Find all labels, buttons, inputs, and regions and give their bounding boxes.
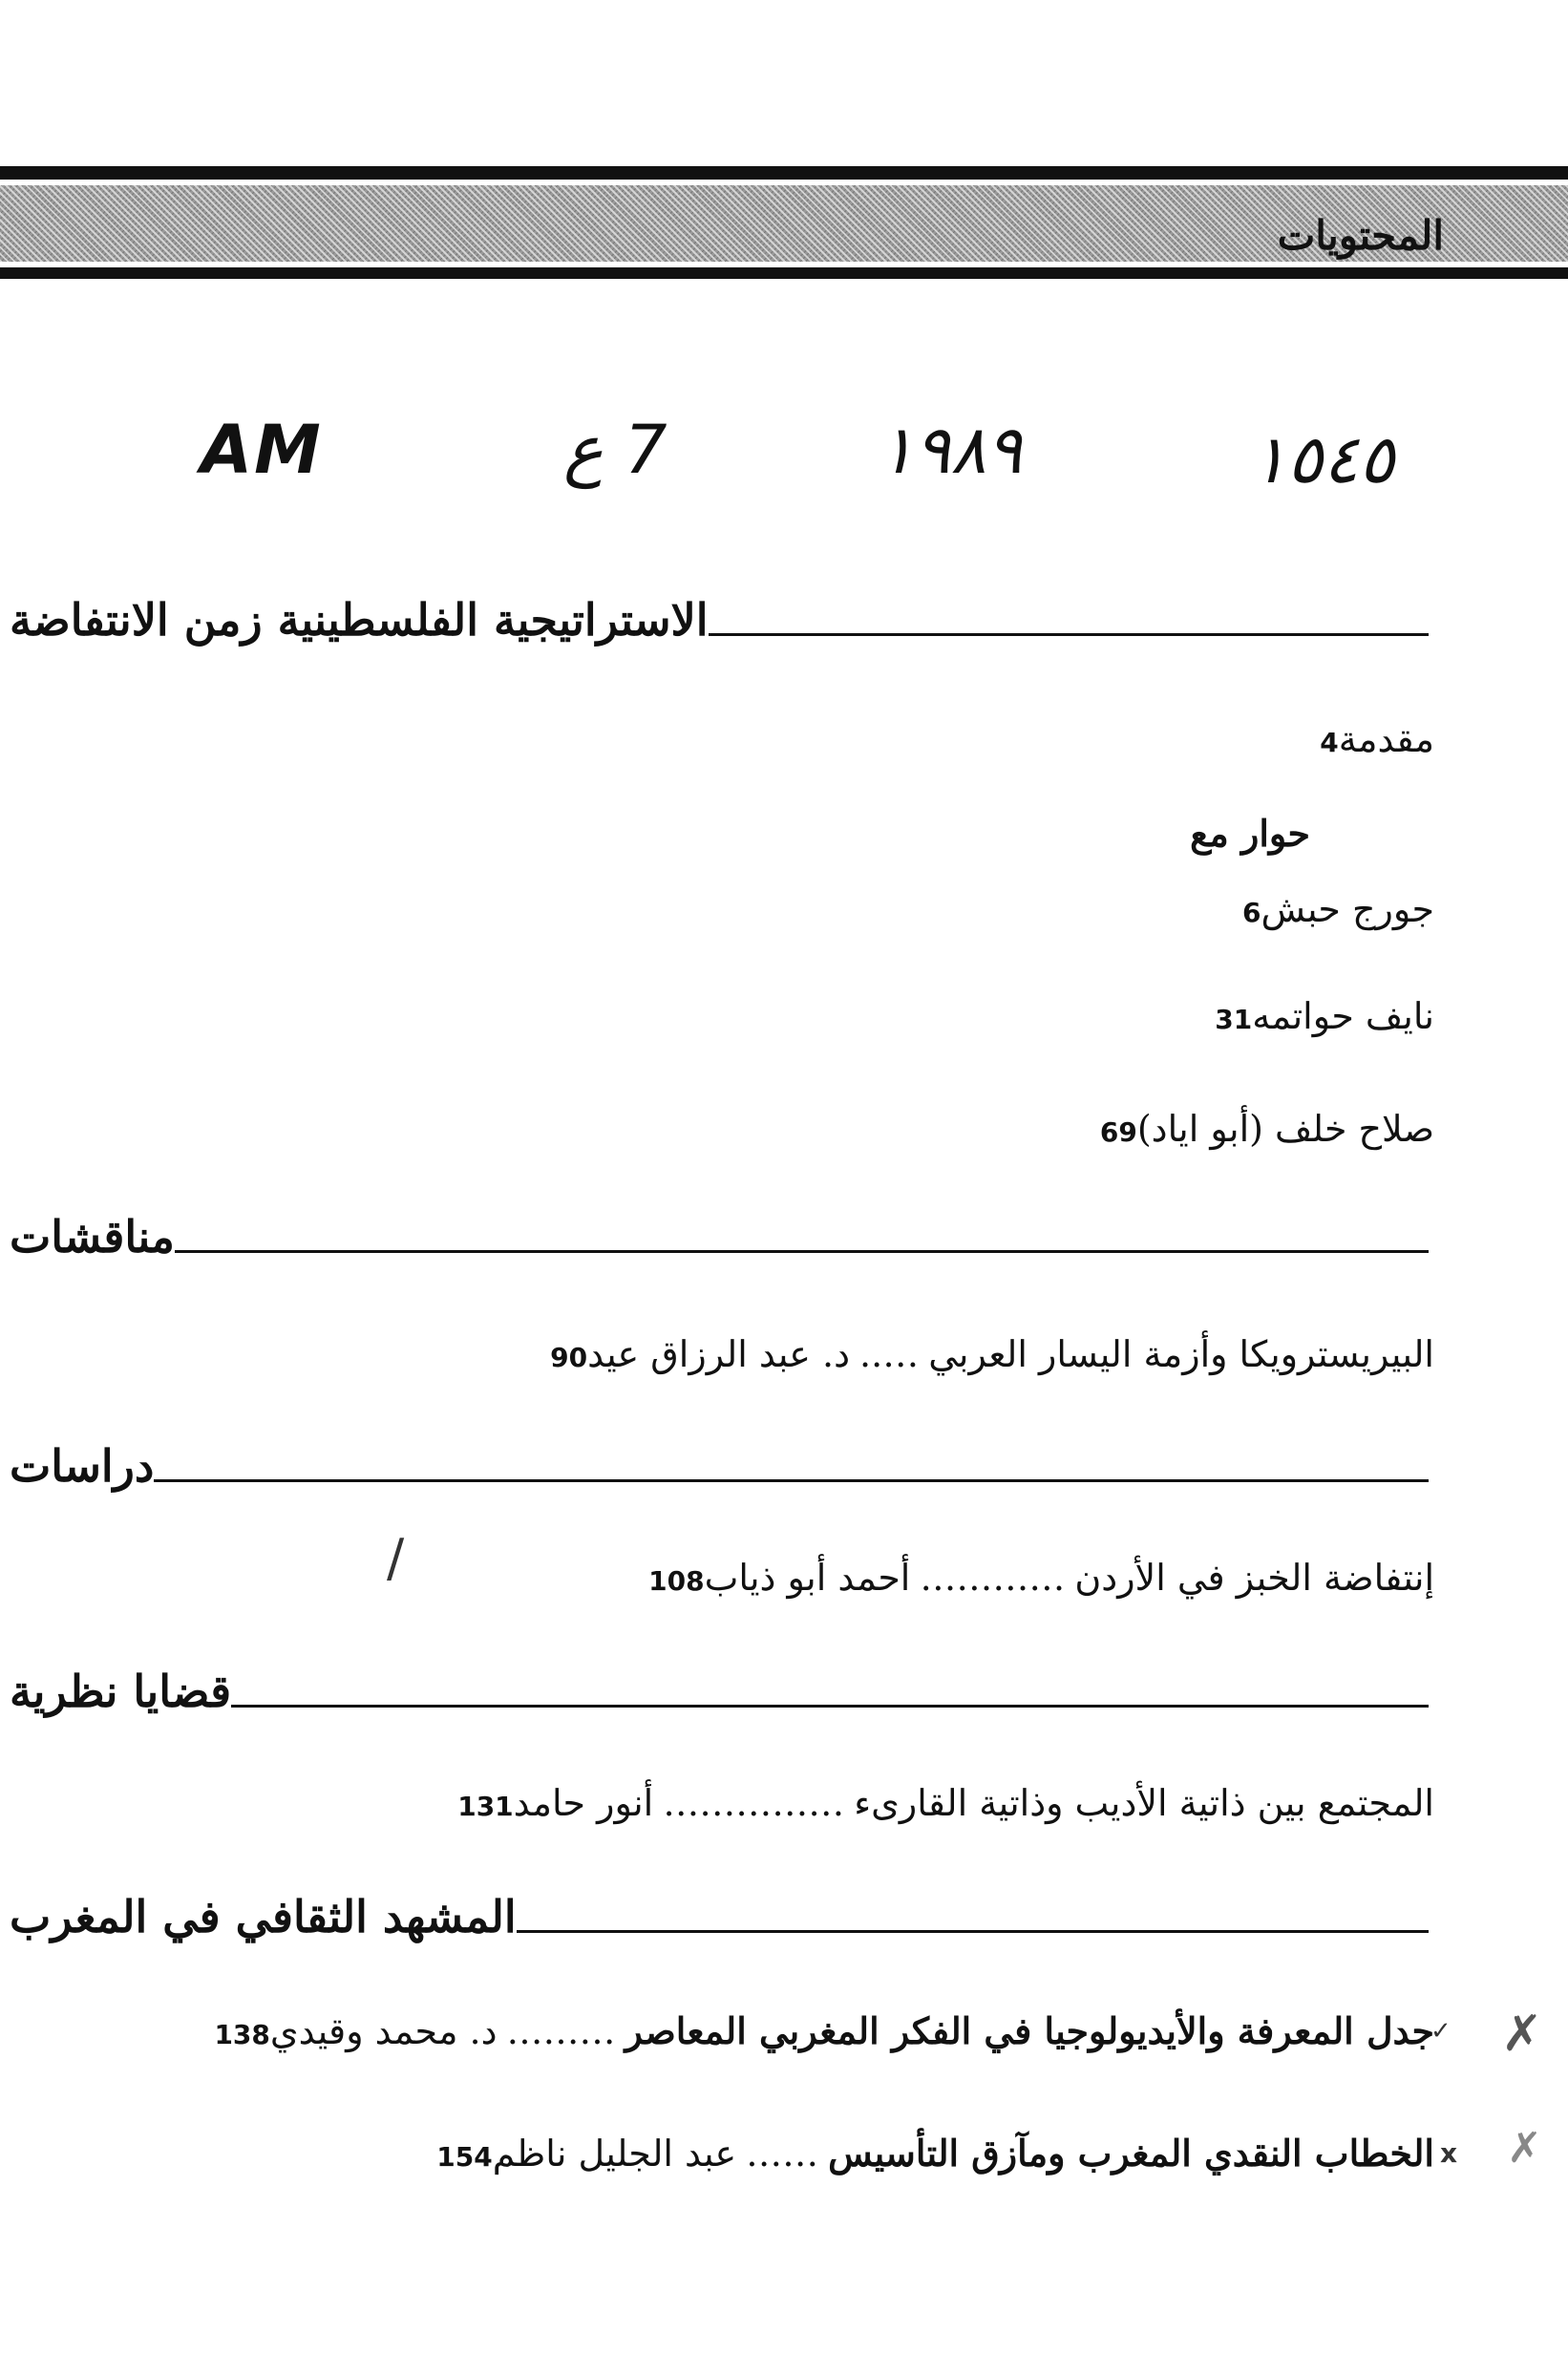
section-rule (154, 1479, 1429, 1482)
toc-entry (180, 2009, 1434, 2052)
entry-leader: ….. (859, 1333, 920, 1375)
section-header (10, 594, 1434, 646)
entry-title: الخطاب النقدي المغرب ومآزق التأسيس (828, 2132, 1434, 2175)
page-number: 108 (648, 1565, 705, 1597)
entry-title: مقدمة (1338, 718, 1434, 760)
toc-entry (1162, 995, 1434, 1037)
entry-subheading: حوار مع (1190, 812, 1310, 855)
section-rule (517, 1930, 1429, 1933)
entry-leader: …… (746, 2133, 819, 2175)
handwritten-number: ١٥٤٥ (1251, 420, 1395, 499)
entry-author: أحمد أبو ذياب (704, 1557, 911, 1599)
entry-title: نايف حواتمه (1252, 995, 1434, 1037)
entry-leader: …………… (663, 1782, 845, 1824)
section-header (10, 1666, 1434, 1717)
x-mark-icon: x (1440, 2137, 1458, 2169)
section-title: الاستراتيجية الفلسطينية زمن الانتفاضة (10, 594, 709, 646)
page-number: 138 (214, 2019, 270, 2050)
toc-entry (1249, 718, 1434, 760)
page-number: 90 (550, 1342, 588, 1373)
section-rule (709, 633, 1429, 636)
page-number: 69 (1099, 1116, 1137, 1148)
entry-author: د. عبد الرزاق عيد (587, 1333, 851, 1375)
entry-title: إنتفاضة الخبز في الأردن (1074, 1557, 1434, 1599)
pencil-slash-mark: / (387, 1528, 405, 1588)
entry-leader: ……… (506, 2010, 616, 2052)
header-rule-bottom (0, 267, 1568, 279)
section-rule (175, 1250, 1429, 1253)
section-title: دراسات (10, 1440, 155, 1492)
page-number: 131 (457, 1791, 514, 1822)
toc-entry (615, 1557, 1434, 1599)
section-header (10, 1211, 1434, 1263)
section-rule (231, 1705, 1429, 1708)
toc-entry (1172, 888, 1434, 930)
entry-leader: ………… (920, 1557, 1066, 1599)
cross-mark-icon: ✗ (1501, 2006, 1543, 2063)
entry-author: د. محمد وقيدي (269, 2010, 498, 2052)
entry-title: صلاح خلف (أبو اياد) (1136, 1108, 1434, 1150)
entry-title: البيريسترويكا وأزمة اليسار العربي (928, 1333, 1434, 1375)
toc-entry (1048, 1108, 1434, 1150)
handwritten-code: AM (201, 411, 323, 489)
check-mark-icon: ✓ (1430, 2017, 1451, 2046)
entry-author: أنور حامد (513, 1782, 654, 1824)
entry-title: المجتمع بين ذاتية الأديب وذاتية القارىء (854, 1782, 1434, 1824)
entry-title: جدل المعرفة والأيديولوجيا في الفكر المغربي المعاصر (625, 2009, 1434, 2052)
toc-entry (424, 1782, 1434, 1824)
page-number: 4 (1320, 727, 1339, 758)
entry-title: جورج حبش (1261, 888, 1434, 930)
page-number: 31 (1215, 1004, 1253, 1035)
section-header (10, 1891, 1434, 1942)
toc-entry (498, 1333, 1434, 1375)
page-number: 154 (436, 2141, 493, 2173)
header-rule-top (0, 166, 1568, 180)
section-header (10, 1440, 1434, 1492)
handwritten-year: ١٩٨٩ (879, 411, 1023, 489)
entry-author: عبد الجليل ناظم (492, 2133, 737, 2175)
handwritten-issue: 7 ع (563, 411, 667, 489)
page-number: 6 (1242, 897, 1261, 928)
section-title: قضايا نظرية (10, 1666, 232, 1717)
section-title: المشهد الثقافي في المغرب (10, 1891, 517, 1942)
section-title: مناقشات (10, 1211, 175, 1263)
toc-entry (403, 2132, 1434, 2175)
faint-cross-mark-icon: ✗ (1507, 2124, 1542, 2173)
contents-heading: المحتويات (1277, 212, 1444, 259)
